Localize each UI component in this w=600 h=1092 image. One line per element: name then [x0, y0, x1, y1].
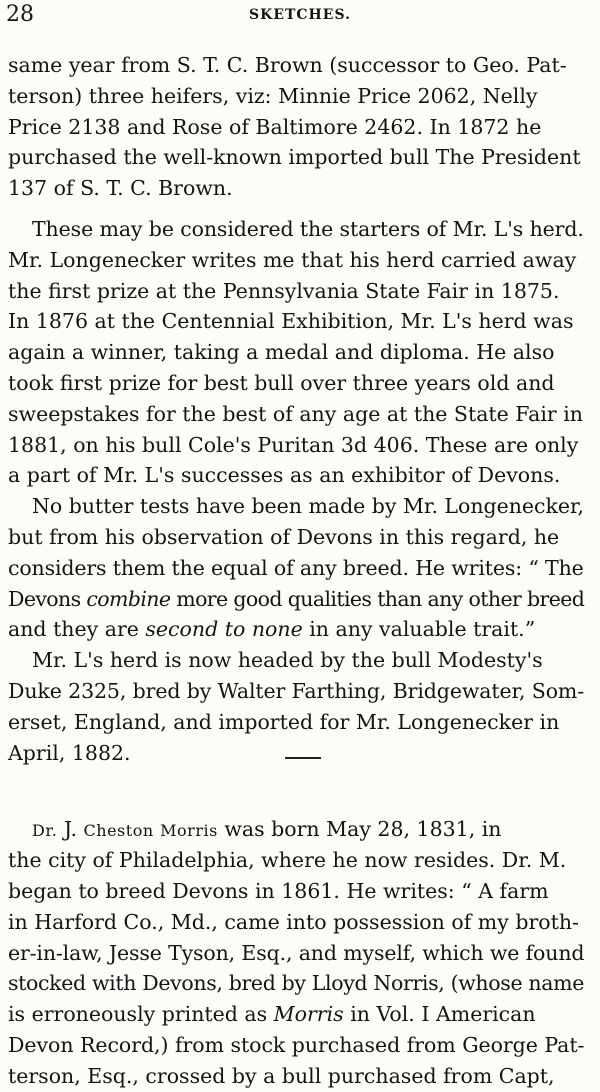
text-line: These may be considered the starters of Mr. L's herd.: [32, 216, 584, 241]
text-span: and they are: [8, 617, 146, 642]
text-line: Devon Record,) from stock purchased from George Pat-: [8, 1032, 585, 1057]
paragraph: [8, 491, 584, 645]
text-span: in any valuable trait.”: [302, 617, 536, 642]
text-line: sweepstakes for the best of any age at the State Fair in: [8, 401, 583, 426]
text-line: [8, 999, 584, 1030]
text-line: [8, 814, 584, 845]
small-caps-text: Dr.: [32, 821, 58, 841]
text-span: in Vol. I American: [343, 1002, 536, 1027]
text-span: is erroneously printed as: [8, 1002, 274, 1027]
text-line: a part of Mr. L's successes as an exhibitor of Devons.: [8, 463, 561, 488]
text-span: more good qualities than any other breed: [170, 586, 585, 611]
text-line: Mr. Longenecker writes me that his herd carried away: [8, 247, 577, 272]
text-line: [8, 584, 584, 615]
text-line: 1881, on his bull Cole's Puritan 3d 406. These are only: [8, 432, 579, 457]
text-line: Mr. L's herd is now headed by the bull Modesty's: [32, 648, 543, 673]
running-head: SKETCHES.: [249, 7, 351, 23]
text-line: the city of Philadelphia, where he now resides. Dr. M.: [8, 848, 567, 873]
paragraph: [8, 50, 584, 204]
text-span: Devons: [8, 586, 87, 611]
text-line: Duke 2325, bred by Walter Farthing, Bridgewater, Som-: [8, 678, 585, 703]
text-line: began to breed Devons in 1861. He writes: “ A farm: [8, 878, 549, 903]
italic-text: second to none: [145, 617, 303, 642]
text-line: took first prize for best bull over three years old and: [8, 370, 555, 395]
text-line: again a winner, taking a medal and diploma. He also: [8, 340, 555, 365]
body-text: [8, 50, 584, 1092]
text-line: the first prize at the Pennsylvania State Fair in 1875.: [8, 278, 560, 303]
text-line: 137 of S. T. C. Brown.: [8, 176, 233, 201]
page-header: [0, 0, 600, 30]
text-line: In 1876 at the Centennial Exhibition, Mr. L's herd was: [8, 309, 574, 334]
text-span: J.: [63, 817, 77, 842]
text-line: No butter tests have been made by Mr. Longenecker,: [32, 494, 585, 519]
text-line: purchased the well-known imported bull The President: [8, 145, 581, 170]
italic-text: Morris: [273, 1002, 344, 1027]
text-line: stocked with Devons, bred by Lloyd Norris, (whose name: [8, 971, 584, 996]
text-line: same year from S. T. C. Brown (successor to Geo. Pat-: [8, 53, 567, 77]
small-caps-text: Cheston: [83, 821, 154, 841]
text-line: er-in-law, Jesse Tyson, Esq., and myself, which we found: [8, 940, 585, 965]
section-divider: [285, 757, 321, 759]
paragraph: [8, 645, 584, 768]
text-line: [8, 614, 584, 645]
text-line: but from his observation of Devons in this regard, he: [8, 524, 560, 549]
page-number: 28: [6, 2, 34, 27]
text-line: terson) three heifers, viz: Minnie Price 2062, Nelly: [8, 83, 538, 108]
text-span: was born May 28, 1831, in: [217, 817, 502, 842]
italic-text: combine: [86, 586, 171, 611]
paragraph: [8, 214, 584, 491]
text-line: erset, England, and imported for Mr. Longenecker in: [8, 709, 560, 734]
text-line: April, 1882.: [8, 740, 131, 765]
small-caps-text: Morris: [160, 821, 218, 841]
text-line: in Harford Co., Md., came into possession of my broth-: [8, 909, 579, 934]
text-line: Price 2138 and Rose of Baltimore 2462. In 1872 he: [8, 114, 542, 139]
text-line: terson, Esq., crossed by a bull purchased from Capt,: [8, 1063, 555, 1088]
text-line: considers them the equal of any breed. He writes: “ The: [8, 555, 584, 580]
